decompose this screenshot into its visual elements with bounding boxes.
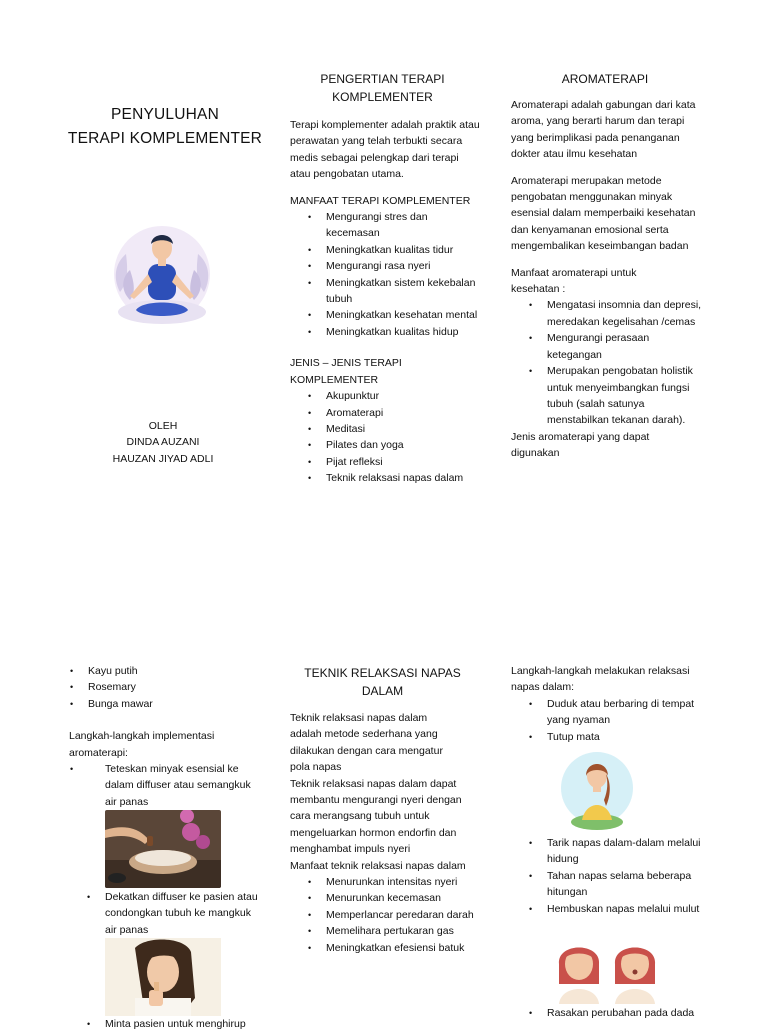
aromaterapi-paragraph-2: Aromaterapi merupakan metode pengobatan menggunakan minyak esensial dalam memperbaiki kesehatan dan kenyamanan emosional serta mengembalikan keseimbangan badan bbox=[511, 174, 696, 253]
aromaterapi-benefits-heading: Manfaat aromaterapi untuk kesehatan : bbox=[511, 266, 637, 296]
aromaterapi-section bbox=[511, 97, 703, 462]
list-item: • Memelihara pertukaran gas bbox=[290, 923, 480, 939]
heading-line-1: PENGERTIAN TERAPI bbox=[320, 72, 445, 86]
list-item: • Teknik relaksasi napas dalam bbox=[290, 470, 480, 486]
list-item: • Tahan napas selama beberapa hitungan bbox=[511, 868, 703, 901]
meditation-illustration bbox=[102, 222, 222, 332]
section-heading-pengertian bbox=[290, 70, 475, 106]
heading-line-1: TEKNIK RELAKSASI NAPAS bbox=[304, 666, 461, 680]
authors-block bbox=[78, 418, 248, 467]
list-item: • Rasakan perubahan pada dada bbox=[511, 1005, 703, 1021]
relaksasi-steps-middle bbox=[511, 835, 703, 917]
author-name-2: HAUZAN JIYAD ADLI bbox=[112, 452, 214, 465]
implementation-step-2 bbox=[69, 889, 259, 938]
list-item: • Memperlancar peredaran darah bbox=[290, 907, 480, 923]
list-item: • Mengurangi rasa nyeri bbox=[290, 258, 480, 274]
relaksasi-steps-intro: Langkah-langkah melakukan relaksasi napas dalam: bbox=[511, 665, 690, 694]
pengertian-paragraph: Terapi komplementer adalah praktik atau perawatan yang telah terbukti secara medis sebagai pelengkap dari terapi atau pengobatan utama. bbox=[290, 119, 480, 181]
diffuser-bowl-photo bbox=[105, 810, 221, 888]
relaksasi-steps-section bbox=[511, 663, 703, 745]
relaksasi-benefits-heading: Manfaat teknik relaksasi napas dalam bbox=[290, 859, 466, 872]
types-list bbox=[290, 388, 480, 486]
list-item: • Pijat refleksi bbox=[290, 454, 480, 470]
benefits-list bbox=[290, 209, 480, 340]
list-item: • Teteskan minyak esensial ke dalam diffuser atau semangkuk air panas bbox=[52, 761, 262, 810]
list-item: • Meningkatkan kesehatan mental bbox=[290, 307, 480, 323]
list-item: • Duduk atau berbaring di tempat yang nyaman bbox=[511, 696, 703, 729]
oil-list bbox=[52, 663, 262, 712]
list-item: • Menurunkan intensitas nyeri bbox=[290, 874, 480, 890]
list-item: • Tarik napas dalam-dalam melalui hidung bbox=[511, 835, 703, 868]
relaksasi-steps-c bbox=[511, 1005, 703, 1021]
list-item: • Kayu putih bbox=[52, 663, 262, 679]
brochure-title bbox=[60, 103, 270, 151]
section-heading-aromaterapi: AROMATERAPI bbox=[561, 72, 649, 86]
list-item: • Mengatasi insomnia dan depresi, meredakan kegelisahan /cemas bbox=[511, 297, 703, 330]
list-item: • Aromaterapi bbox=[290, 405, 480, 421]
list-item: • Meningkatkan sistem kekebalan tubuh bbox=[290, 275, 480, 308]
relaksasi-steps-b bbox=[511, 835, 703, 917]
list-item: • Mengurangi perasaan ketegangan bbox=[511, 330, 703, 363]
heading-line-2: DALAM bbox=[361, 684, 404, 698]
aromaterapi-types-intro: Jenis aromaterapi yang dapat digunakan bbox=[511, 430, 650, 460]
benefits-heading: MANFAAT TERAPI KOMPLEMENTER bbox=[290, 194, 471, 207]
relaksasi-steps-bottom bbox=[511, 1005, 703, 1021]
section-heading-relaksasi bbox=[290, 664, 475, 700]
list-item: • Bunga mawar bbox=[52, 696, 262, 712]
list-item: • Merupakan pengobatan holistik untuk menyeimbangkan fungsi tubuh (salah satunya menstabilkan tekanan darah). bbox=[511, 363, 703, 429]
implementation-steps bbox=[52, 761, 262, 810]
relaksasi-paragraph-2: Teknik relaksasi napas dalam dapat membantu mengurangi nyeri dengan cara merangsang tubuh untuk mengeluarkan hormon endorfin dan menghambat impuls nyeri bbox=[290, 777, 462, 856]
relaksasi-steps-a bbox=[511, 696, 703, 745]
list-item: • Tutup mata bbox=[511, 729, 703, 745]
relaksasi-benefits-list bbox=[290, 874, 480, 956]
list-item: • Menurunkan kecemasan bbox=[290, 890, 480, 906]
implementation-step-3 bbox=[69, 1016, 259, 1032]
list-item: • Meningkatkan kualitas hidup bbox=[290, 324, 480, 340]
heading-line-2: KOMPLEMENTER bbox=[332, 90, 433, 104]
implementation-heading: Langkah-langkah implementasi aromaterapi: bbox=[69, 730, 215, 759]
list-item: • Rosemary bbox=[52, 679, 262, 695]
list-item: • Meditasi bbox=[290, 421, 480, 437]
list-item: • Akupunktur bbox=[290, 388, 480, 404]
types-heading: JENIS – JENIS TERAPI KOMPLEMENTER bbox=[290, 357, 402, 386]
list-item: • Meningkatkan efesiensi batuk bbox=[290, 940, 480, 956]
list-item: • Dekatkan diffuser ke pasien atau condongkan tubuh ke mangkuk air panas bbox=[69, 889, 259, 938]
inhaling-woman-photo bbox=[105, 938, 221, 1016]
breathing-faces-illustration bbox=[553, 934, 663, 1004]
list-item: • Pilates dan yoga bbox=[290, 437, 480, 453]
relaksasi-section bbox=[290, 710, 480, 956]
list-item: • Minta pasien untuk menghirup bbox=[69, 1016, 259, 1032]
aromaterapi-paragraph-1: Aromaterapi adalah gabungan dari kata aroma, yang berarti harum dan terapi yang berimplikasi pada penanganan dokter atau ilmu kesehatan bbox=[511, 99, 696, 161]
list-item: • Mengurangi stres dan kecemasan bbox=[290, 209, 480, 242]
pengertian-section bbox=[290, 117, 480, 487]
list-item: • Meningkatkan kualitas tidur bbox=[290, 242, 480, 258]
author-label: OLEH bbox=[148, 420, 178, 432]
title-line-1: PENYULUHAN bbox=[111, 106, 219, 123]
breathing-woman-illustration bbox=[556, 750, 638, 832]
relaksasi-paragraph-1: Teknik relaksasi napas dalam adalah metode sederhana yang dilakukan dengan cara mengatur pola napas bbox=[290, 712, 443, 774]
aroma-oils-section bbox=[52, 663, 262, 810]
title-line-2: TERAPI KOMPLEMENTER bbox=[67, 130, 263, 147]
author-name-1: DINDA AUZANI bbox=[126, 436, 200, 449]
aromaterapi-benefits-list bbox=[511, 297, 703, 428]
list-item: • Hembuskan napas melalui mulut bbox=[511, 901, 703, 917]
